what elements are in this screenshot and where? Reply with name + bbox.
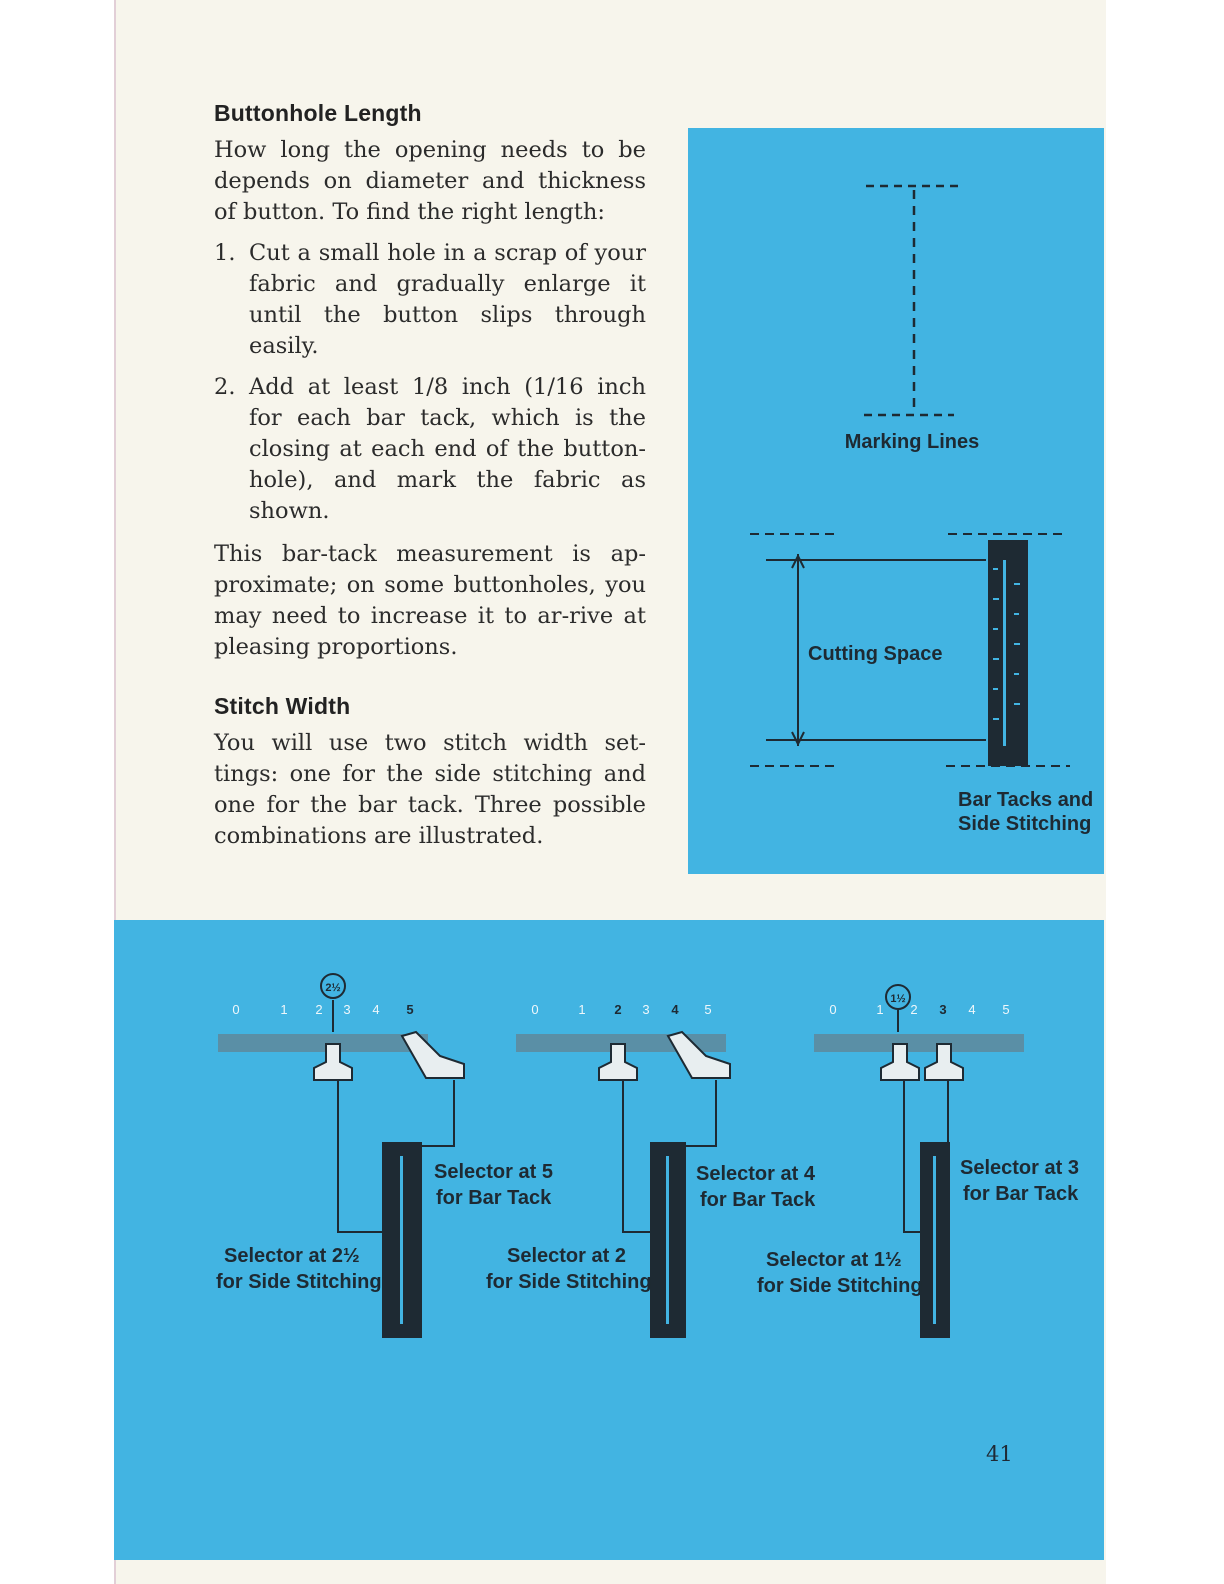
bar-tack-label-line2: for Bar Tack <box>436 1187 552 1209</box>
scale-tick-label: 5 <box>704 1002 712 1017</box>
buttonhole-intro: How long the opening needs to be depends on diameter and thickness of button. To find the right length: <box>214 137 646 225</box>
heading-stitch-width: Stitch Width <box>214 693 351 719</box>
scale-tick-label: 2 <box>614 1002 622 1017</box>
bar-tack-label-line1: Selector at 3 <box>960 1157 1079 1179</box>
scale-tick-label: 4 <box>671 1002 679 1017</box>
side-stitch-label-line2: for Side Stitching <box>486 1271 652 1293</box>
bar-tack-label-line1: Selector at 4 <box>696 1163 815 1185</box>
bar-tacks-label-line1: Bar Tacks and <box>958 789 1094 811</box>
marking-diagram <box>688 128 1104 874</box>
bar-tack-label-line2: for Bar Tack <box>963 1183 1079 1205</box>
list-item <box>214 372 646 527</box>
scale-tick-label: 4 <box>968 1002 976 1017</box>
text-column <box>214 100 646 862</box>
selected-value-label: 1½ <box>890 993 906 1005</box>
step-text: Cut a small hole in a scrap of your fabric and gradually enlarge it until the button slips through easily. <box>249 240 646 359</box>
bar-tack-label-line1: Selector at 5 <box>434 1161 553 1183</box>
combinations-diagram <box>114 920 1104 1560</box>
side-stitch-label-line1: Selector at 1½ <box>766 1249 902 1271</box>
page-number: 41 <box>986 1442 1013 1466</box>
scale-tick-label: 2 <box>315 1002 323 1017</box>
scale-tick-label: 1 <box>280 1002 288 1017</box>
list-item <box>214 238 646 362</box>
scale-tick-label: 3 <box>939 1002 947 1017</box>
bar-tack-note: This bar-tack measurement is ap-proximate; on some buttonholes, you may need to increase it to ar-rive at pleasing proportions. <box>214 541 646 660</box>
marking-lines-illustration <box>864 186 958 415</box>
side-stitch-label-line2: for Side Stitching <box>216 1271 382 1293</box>
scale-tick-label: 3 <box>343 1002 351 1017</box>
cutting-space-label: Cutting Space <box>808 643 943 665</box>
scale-tick-label: 3 <box>642 1002 650 1017</box>
scale-tick-label: 4 <box>372 1002 380 1017</box>
step-text: Add at least 1/8 inch (1/16 inch for each bar tack, which is the closing at each end of the button-hole), and mark the fabric as shown. <box>249 374 646 524</box>
scale-tick-label: 5 <box>406 1002 414 1017</box>
marking-diagram-panel <box>688 128 1104 874</box>
scale-tick-label: 2 <box>910 1002 918 1017</box>
scale-tick-label: 1 <box>876 1002 884 1017</box>
side-stitch-label-line2: for Side Stitching <box>757 1275 923 1297</box>
scale-tick-label: 0 <box>829 1002 837 1017</box>
step-number: 2. <box>214 374 236 400</box>
stitch-width-dial <box>218 1034 428 1052</box>
bar-tack-selector-lever <box>402 1032 464 1078</box>
stitch-width-text: You will use two stitch width set-tings: one for the side stitching and one for the bar tack. Three possible combinations are illustrated. <box>214 730 646 849</box>
bar-tacks-label-line2: Side Stitching <box>958 813 1092 835</box>
scale-tick-label: 0 <box>531 1002 539 1017</box>
stitch-width-combinations-panel <box>114 920 1104 1560</box>
combination-3 <box>757 985 1079 1338</box>
stitch-width-dial <box>814 1034 1024 1052</box>
side-stitch-label-line1: Selector at 2 <box>507 1245 626 1267</box>
heading-buttonhole-length: Buttonhole Length <box>214 100 422 126</box>
stitched-buttonhole-illustration <box>988 540 1028 766</box>
bar-tack-label-line2: for Bar Tack <box>700 1189 816 1211</box>
scale-tick-label: 0 <box>232 1002 240 1017</box>
selected-value-label: 2½ <box>325 982 341 994</box>
marking-lines-label: Marking Lines <box>844 431 980 453</box>
scale-tick-label: 1 <box>578 1002 586 1017</box>
scale-tick-label: 5 <box>1002 1002 1010 1017</box>
step-number: 1. <box>214 240 236 266</box>
steps-list <box>214 238 646 527</box>
side-stitch-label-line1: Selector at 2½ <box>224 1245 360 1267</box>
